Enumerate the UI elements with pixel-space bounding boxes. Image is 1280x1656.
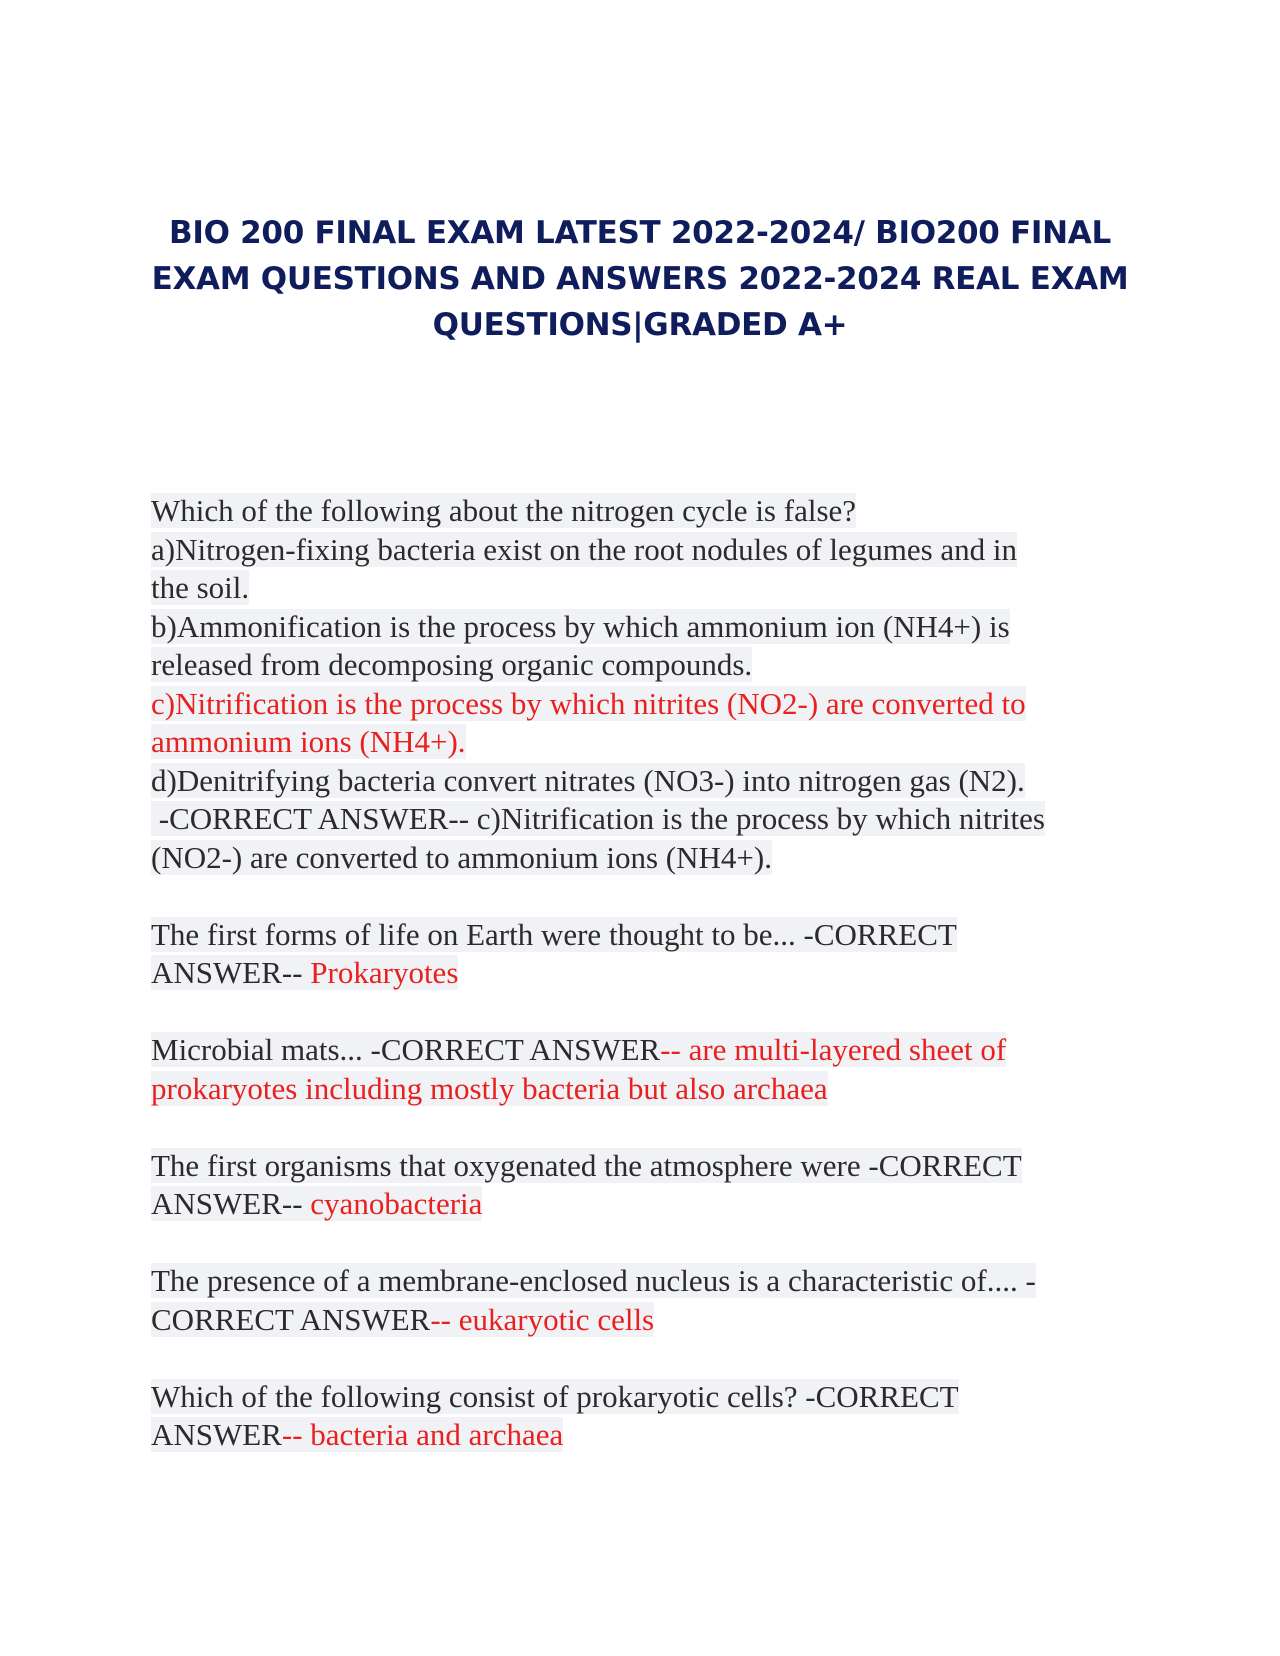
q1-option-c-line-1: c)Nitrification is the process by which nitrites (NO2-) are converted to — [151, 685, 1026, 721]
q1-answer-line-1: -CORRECT ANSWER-- c)Nitrification is the process by which nitrites — [151, 801, 1045, 836]
q4-line-1: The first organisms that oxygenated the atmosphere were -CORRECT — [151, 1147, 1022, 1183]
q4-answer: cyanobacteria — [310, 1186, 483, 1221]
question-6 — [151, 1378, 1131, 1455]
title-line-1: BIO 200 FINAL EXAM LATEST 2022-2024/ BIO200 FINAL — [169, 215, 1111, 251]
question-4 — [151, 1147, 1131, 1224]
question-3 — [151, 1031, 1131, 1108]
q3-prefix: Microbial mats... -CORRECT ANSWER — [151, 1032, 661, 1067]
q5-answer-prefix: CORRECT ANSWER — [151, 1301, 431, 1337]
title-line-2: EXAM QUESTIONS AND ANSWERS 2022-2024 REAL EXAM — [151, 261, 1129, 297]
question-1 — [151, 492, 1131, 877]
document-body — [151, 492, 1131, 1455]
q5-line-1: The presence of a membrane-enclosed nucleus is a characteristic of.... - — [151, 1263, 1036, 1298]
q2-answer: Prokaryotes — [310, 955, 459, 990]
q6-line-1: Which of the following consist of prokaryotic cells? -CORRECT — [151, 1378, 959, 1414]
q1-option-c-line-2: ammonium ions (NH4+). — [151, 724, 466, 759]
q2-answer-prefix: ANSWER-- — [151, 955, 311, 990]
question-2 — [151, 916, 1131, 993]
q6-answer: -- bacteria and archaea — [281, 1417, 564, 1452]
question-5 — [151, 1262, 1131, 1339]
title-line-3: QUESTIONS|GRADED A+ — [432, 307, 848, 343]
q1-option-a-line-2: the soil. — [151, 570, 250, 605]
q1-option-b-line-2: released from decomposing organic compounds. — [151, 647, 753, 682]
q2-line-1: The first forms of life on Earth were thought to be... -CORRECT — [151, 916, 957, 952]
q6-answer-prefix: ANSWER — [151, 1417, 282, 1452]
q3-answer-line-2: prokaryotes including mostly bacteria but also archaea — [151, 1070, 828, 1106]
q1-option-d-line-1: d)Denitrifying bacteria convert nitrates (NO3-) into nitrogen gas (N2). — [151, 762, 1025, 798]
q4-answer-prefix: ANSWER-- — [151, 1186, 311, 1221]
q1-question: Which of the following about the nitrogen cycle is false? — [151, 493, 857, 528]
q1-option-a-line-1: a)Nitrogen-fixing bacteria exist on the root nodules of legumes and in — [151, 531, 1018, 567]
q1-answer-line-2: (NO2-) are converted to ammonium ions (NH4+). — [151, 839, 772, 875]
q5-answer: -- eukaryotic cells — [430, 1301, 655, 1337]
document-title — [140, 210, 1140, 348]
q3-answer-line-1: -- are multi-layered sheet of — [660, 1032, 1007, 1067]
q1-option-b-line-1: b)Ammonification is the process by which ammonium ion (NH4+) is — [151, 608, 1010, 644]
